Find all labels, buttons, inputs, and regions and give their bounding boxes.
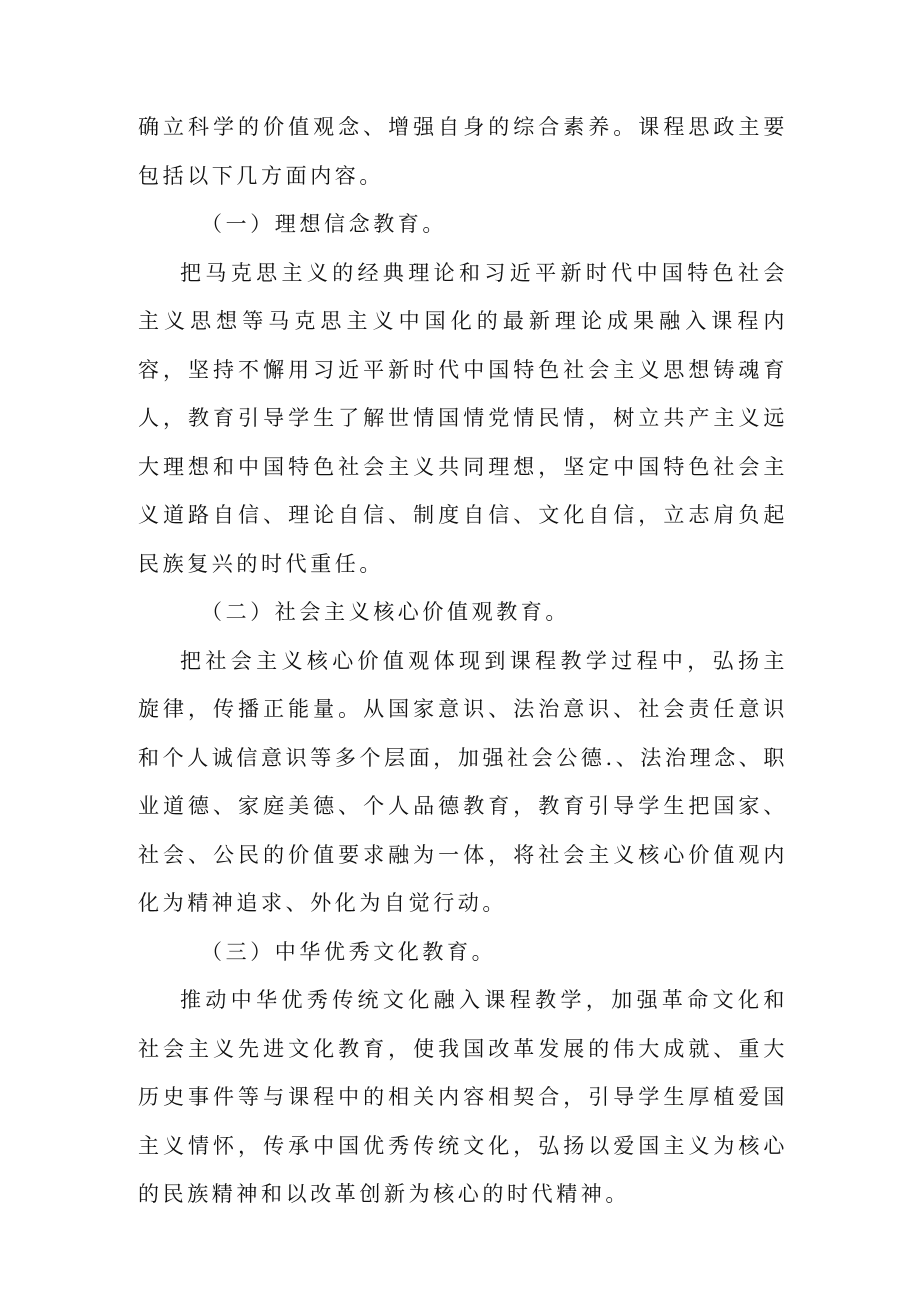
paragraph-section-2: 把社会主义核心价值观体现到课程教学过程中，弘扬主旋律，传播正能量。从国家意识、法治意识、社会责任意识和个人诚信意识等多个层面，加强社会公德.、法治理念、职业道德、家庭美德、个人品德教育，教育引导学生把国家、社会、公民的价值要求融为一体，将社会主义核心价值观内化为精神追求、外化为自觉行动。: [138, 648, 788, 915]
paragraph-section-3: 推动中华优秀传统文化融入课程教学，加强革命文化和社会主义先进文化教育，使我国改革发展的伟大成就、重大历史事件等与课程中的相关内容相契合，引导学生厚植爱国主义情怀，传承中国优秀传统文化，弘扬以爱国主义为核心的民族精神和以改革创新为核心的时代精神。: [138, 988, 788, 1206]
section-heading-3: （三）中华优秀文化教育。: [201, 939, 497, 964]
paragraph-section-1: 把马克思主义的经典理论和习近平新时代中国特色社会主义思想等马克思主义中国化的最新理论成果融入课程内容，坚持不懈用习近平新时代中国特色社会主义思想铸魂育人，教育引导学生了解世情国情党情民情，树立共产主义远大理想和中国特色社会主义共同理想，坚定中国特色社会主义道路自信、理论自信、制度自信、文化自信，立志肩负起民族复兴的时代重任。: [138, 260, 788, 576]
paragraph-intro-continued: 确立科学的价值观念、增强自身的综合素养。课程思政主要包括以下几方面内容。: [138, 115, 788, 188]
document-body: [138, 103, 788, 1219]
section-heading-1: （一）理想信念教育。: [201, 212, 447, 236]
section-heading-2: （二）社会主义核心价值观教育。: [201, 600, 570, 624]
